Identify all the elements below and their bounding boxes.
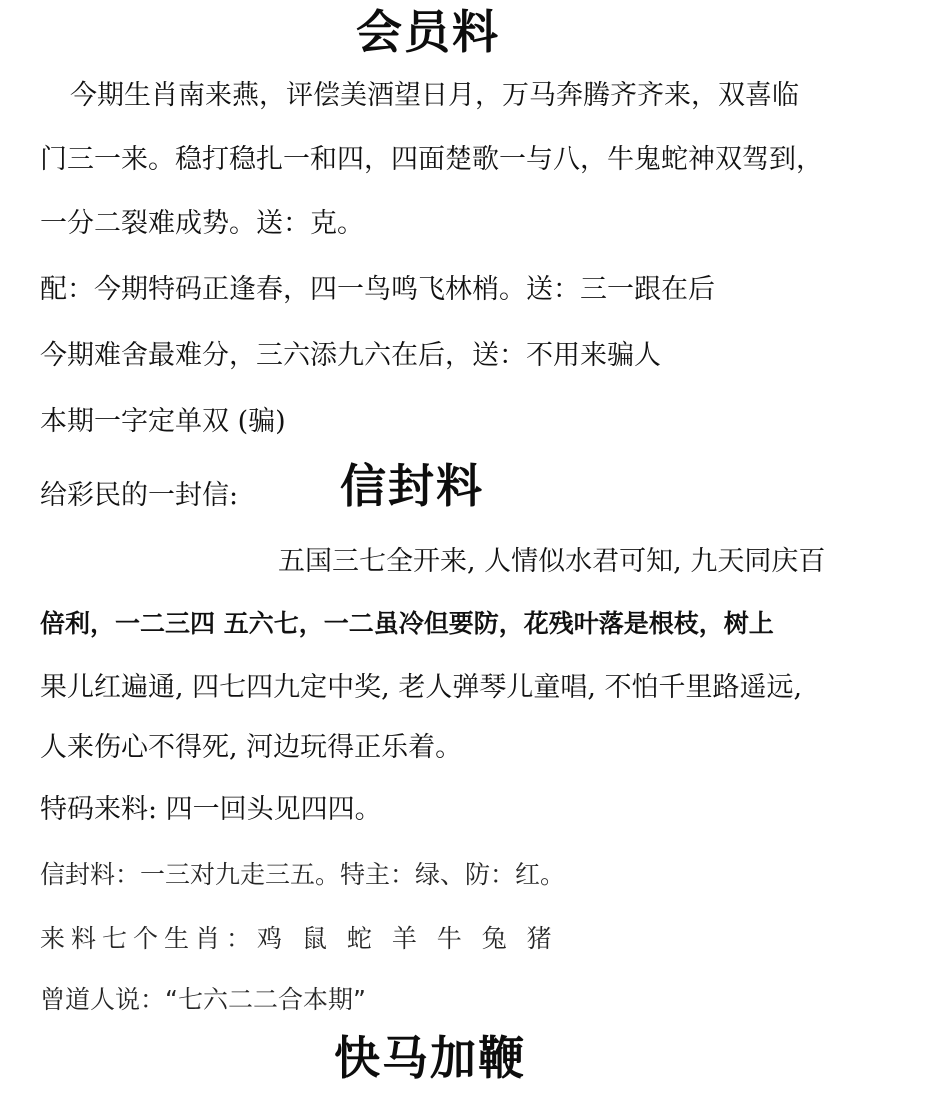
member-line-6: 本期一字定单双 (骗) — [40, 406, 286, 437]
letter-line-1: 五国三七全开来, 人情似水君可知, 九天同庆百 — [278, 546, 826, 577]
member-section-title: 会员料 — [356, 5, 500, 59]
letter-intro: 给彩民的一封信: — [40, 480, 239, 511]
member-line-3: 一分二裂难成势。送：克。 — [40, 208, 364, 239]
member-line-4: 配：今期特码正逢春，四一鸟鸣飞林梢。送：三一跟在后 — [40, 274, 715, 305]
letter-line-2: 倍利，一二三四 五六七，一二虽冷但要防，花残叶落是根枝，树上 — [40, 609, 774, 638]
letter-section-title: 信封料 — [340, 459, 484, 513]
letter-line-3: 果儿红遍通, 四七四九定中奖, 老人弹琴儿童唱, 不怕千里路遥远, — [40, 672, 803, 703]
member-line-2: 门三一来。稳打稳扎一和四，四面楚歌一与八，牛鬼蛇神双驾到， — [40, 144, 823, 175]
zodiac-list-line: 来料七个生肖：鸡 鼠 蛇 羊 牛 兔 猪 — [40, 924, 558, 953]
final-section-title: 快马加鞭 — [334, 1031, 526, 1085]
envelope-material-line: 信封料：一三对九走三五。特主：绿、防：红。 — [40, 860, 566, 889]
quote-line: 曾道人说：“七六二二合本期” — [40, 985, 366, 1014]
special-code-line: 特码来料: 四一回头见四四。 — [40, 794, 382, 825]
member-line-5: 今期难舍最难分，三六添九六在后，送：不用来骗人 — [40, 340, 661, 371]
member-line-1: 今期生肖南来燕，评偿美酒望日月，万马奔腾齐齐来，双喜临 — [70, 80, 799, 111]
letter-line-4: 人来伤心不得死, 河边玩得正乐着。 — [40, 732, 463, 763]
